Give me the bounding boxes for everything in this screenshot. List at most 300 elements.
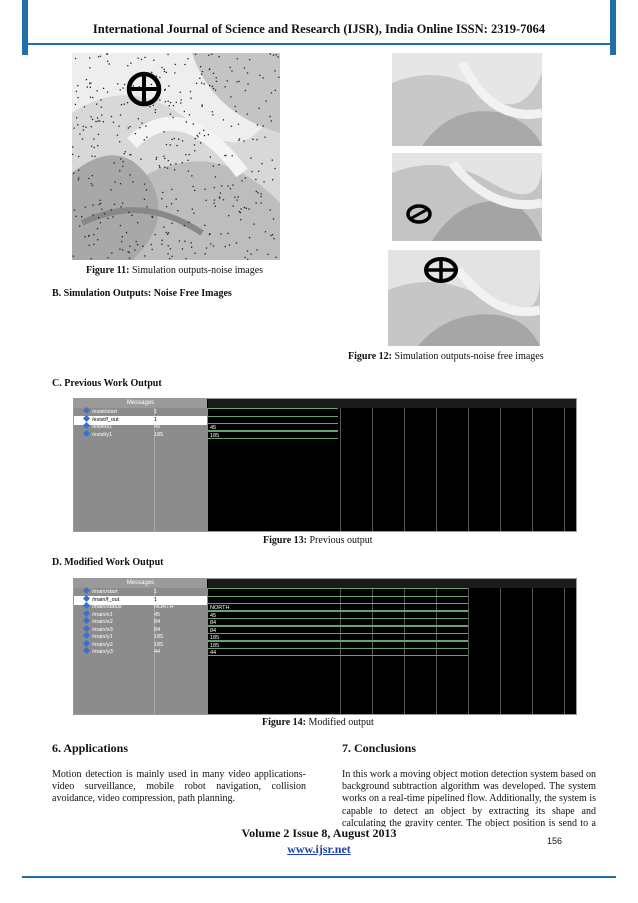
noise-dot [182,248,183,249]
noise-dot [89,57,90,58]
noise-dot [191,247,192,248]
noise-dot [168,85,169,86]
noise-dot [169,105,170,106]
waveform-gridline [468,408,469,531]
noise-dot [78,170,79,171]
noise-dot [227,233,228,234]
noise-dot [270,235,271,236]
noise-dot [251,171,252,172]
signal-name: /main/x2 [92,619,113,625]
noise-dot [171,256,172,257]
noise-dot [156,159,157,160]
noise-dot [136,241,137,242]
noise-dot [163,227,164,228]
noise-dot [170,114,171,115]
signal-value: 84 [154,626,161,633]
noise-dot [267,254,268,255]
noise-dot [73,173,74,174]
noise-dot [103,88,104,89]
noise-dot [236,81,237,82]
noise-dot [181,99,182,100]
noise-dot [162,192,163,193]
noise-dot [213,88,214,89]
noise-dot [75,58,76,59]
signal-waveform: 84 [208,618,468,626]
noise-dot [101,107,102,108]
noise-dot [84,106,85,107]
noise-dot [138,58,139,59]
noise-dot [95,121,96,122]
noise-dot [214,187,215,188]
signal-diamond-icon [83,422,90,429]
journal-header: International Journal of Science and Research (IJSR), India Online ISSN: 2319-7064 [92,22,546,36]
noise-dot [192,209,193,210]
noise-dot [219,164,220,165]
noise-dot [99,120,100,121]
noise-dot [90,97,91,98]
noise-dot [107,257,108,258]
noise-dot [170,164,171,165]
waveform-gridline [436,408,437,531]
noise-dot [203,130,204,131]
noise-dot [271,92,272,93]
noise-dot [223,199,224,200]
noise-dot [155,109,156,110]
noise-dot [97,120,98,121]
waveform-gridline [500,588,501,714]
noise-dot [173,105,174,106]
noise-dot [256,139,257,140]
noise-dot [234,197,235,198]
noise-dot [100,222,101,223]
noise-dot [141,123,142,124]
noise-dot [109,63,110,64]
noise-dot [270,53,271,54]
noise-dot [76,91,77,92]
noise-dot [168,245,169,246]
signal-value: 1 [154,409,158,415]
noise-dot [103,121,104,122]
noise-dot [101,209,102,210]
noise-dot [195,138,196,139]
noise-dot [275,257,276,258]
noise-dot [180,102,181,103]
signal-name: /exist/start [92,409,118,415]
noise-dot [204,135,205,136]
noise-dot [144,255,145,256]
noise-dot [273,55,274,56]
noise-dot [247,259,248,260]
waveform-gridline [340,408,341,531]
noise-dot [237,58,238,59]
noise-dot [195,54,196,55]
noise-dot [110,209,111,210]
signal-waveform: 185 [208,633,468,641]
noise-dot [144,57,145,58]
noise-dot [269,116,270,117]
noise-dot [200,142,201,143]
noise-dot [91,258,92,259]
noise-dot [149,106,150,107]
noise-dot [164,158,165,159]
noise-dot [140,159,141,160]
noise-dot [141,59,142,60]
noise-dot [119,170,120,171]
noise-dot [199,78,200,79]
noise-dot [112,216,113,217]
signal-diamond-icon [83,624,90,631]
noise-dot [194,190,195,191]
noise-dot [77,85,78,86]
noise-dot [156,157,157,158]
noise-dot [201,83,202,84]
noise-dot [172,117,173,118]
footer-volume: Volume 2 Issue 8, August 2013 [241,826,397,840]
noise-dot [201,74,202,75]
noise-dot [93,244,94,245]
noise-dot [240,219,241,220]
noise-dot [197,135,198,136]
noise-dot [166,144,167,145]
noise-dot [159,165,160,166]
noise-dot [230,96,231,97]
noise-dot [119,249,120,250]
noise-dot [128,127,129,128]
noise-dot [129,252,130,253]
noise-dot [215,176,216,177]
noise-dot [72,146,73,147]
noise-dot [134,249,135,250]
figure-14-caption: Figure 14: Modified output [262,717,374,728]
signal-diamond-icon [83,647,90,654]
noise-dot [227,80,228,81]
waveform-area-header [208,579,576,588]
noise-dot [187,58,188,59]
noise-dot [142,246,143,247]
noise-dot [170,102,171,103]
noise-dot [122,249,123,250]
noise-dot [137,244,138,245]
noise-dot [250,158,251,159]
noise-dot [89,67,90,68]
signal-value: 1 [154,416,158,423]
noise-dot [257,249,258,250]
figure-11-image [72,53,280,260]
noise-dot [209,68,210,69]
conclusions-paragraph: In this work a moving object motion detection system based on background subtraction algorithm was developed. The system works on a real-time pipelined flow. Additionally, the system is capable to detect an object by extracting its shape and calculating the gravity center. The object position is send to a [342,769,596,827]
noise-dot [189,154,190,155]
noise-dot [98,217,99,218]
noise-dot [169,258,170,259]
signal-row[interactable] [74,648,207,657]
signal-waveform: 185 [208,641,468,649]
noise-dot [85,127,86,128]
noise-dot [90,116,91,117]
noise-dot [97,239,98,240]
noise-dot [164,90,165,91]
noise-dot [206,200,207,201]
noise-dot [91,155,92,156]
noise-dot [176,199,177,200]
noise-dot [249,209,250,210]
noise-dot [182,162,183,163]
figure-14-waveform [73,578,577,715]
noise-dot [193,213,194,214]
noise-dot [256,191,257,192]
noise-dot [247,251,248,252]
noise-dot [220,193,221,194]
noise-dot [174,72,175,73]
noise-dot [174,138,175,139]
noise-dot [107,54,108,55]
noise-dot [196,83,197,84]
signal-row[interactable] [74,431,207,440]
noise-dot [244,257,245,258]
signal-name: /main/x1 [92,611,113,618]
section-c-heading: C. Previous Work Output [52,378,162,389]
signal-diamond-icon [83,639,90,646]
noise-dot [93,214,94,215]
noise-dot [166,232,167,233]
signal-name: /main/y1 [92,634,113,640]
noise-dot [92,175,93,176]
noise-dot [272,160,273,161]
noise-dot [261,163,262,164]
noise-dot [159,100,160,101]
noise-dot [144,184,145,185]
noise-dot [236,242,237,243]
noise-dot [107,218,108,219]
noise-dot [126,232,127,233]
noise-dot [263,181,264,182]
section-d-heading: D. Modified Work Output [52,557,164,568]
noise-dot [165,101,166,102]
noise-dot [127,102,128,103]
signal-value: 45 [154,424,161,430]
noise-dot [97,145,98,146]
noise-dot [153,60,154,61]
noise-dot [187,160,188,161]
noise-dot [124,84,125,85]
signal-name: /main/y2 [92,641,113,648]
noise-dot [111,116,112,117]
noise-dot [177,145,178,146]
noise-dot [233,205,234,206]
noise-dot [94,156,95,157]
noise-dot [238,196,239,197]
noise-dot [185,154,186,155]
signal-name: /main/x3 [92,626,113,633]
noise-dot [120,206,121,207]
noise-dot [96,104,97,105]
footer-rule [22,876,616,878]
figure-13-waveform [73,398,577,532]
noise-dot [205,253,206,254]
messages-header: Messages [74,579,207,588]
noise-dot [273,218,274,219]
waveform-gridline [564,588,565,714]
noise-dot [98,134,99,135]
noise-dot [230,188,231,189]
figure-12-image-bottom [388,250,540,346]
figure-11-caption: Figure 11: Simulation outputs-noise images [86,265,264,276]
noise-dot [202,71,203,72]
noise-dot [110,189,111,190]
signal-name: /exist/y1 [92,431,113,438]
noise-dot [162,240,163,241]
waveform-gridline [468,588,469,714]
noise-dot [212,86,213,87]
noise-dot [213,166,214,167]
signal-diamond-icon [83,587,90,594]
noise-dot [259,75,260,76]
noise-dot [204,225,205,226]
noise-dot [117,135,118,136]
noise-dot [124,153,125,154]
signal-diamond-icon [83,407,90,414]
noise-dot [179,240,180,241]
signal-diamond-icon [83,617,90,624]
noise-dot [199,133,200,134]
noise-dot [77,124,78,125]
signal-diamond-icon [83,414,90,421]
signal-waveform: 45 [208,423,338,431]
noise-dot [276,54,277,55]
noise-dot [78,177,79,178]
noise-dot [83,126,84,127]
noise-dot [129,154,130,155]
noise-dot [236,111,237,112]
noise-dot [120,158,121,159]
noise-dot [194,253,195,254]
noise-dot [224,86,225,87]
noise-dot [92,205,93,206]
noise-dot [194,150,195,151]
noise-dot [190,98,191,99]
noise-dot [159,167,160,168]
noise-dot [164,69,165,70]
noise-dot [247,83,248,84]
noise-dot [167,168,168,169]
noise-dot [100,56,101,57]
noise-dot [274,168,275,169]
noise-dot [82,138,83,139]
noise-dot [191,175,192,176]
applications-paragraph: Motion detection is mainly used in many video applications-video surveillance, mobile robot navigation, collision avoidance, video compression, path planning. [52,769,306,805]
noise-dot [88,178,89,179]
noise-dot [182,140,183,141]
noise-dot [127,65,128,66]
noise-dot [260,196,261,197]
noise-dot [76,117,77,118]
noise-dot [123,161,124,162]
noise-dot [91,146,92,147]
noise-dot [100,99,101,100]
noise-dot [167,253,168,254]
noise-dot [120,114,121,115]
noise-dot [114,181,115,182]
noise-dot [89,83,90,84]
noise-dot [225,155,226,156]
noise-dot [210,243,211,244]
noise-dot [146,189,147,190]
noise-dot [139,127,140,128]
noise-dot [263,77,264,78]
figure-12-caption: Figure 12: Simulation outputs-noise free images [348,351,544,362]
noise-dot [151,72,152,73]
noise-dot [177,210,178,211]
signal-value: 185 [154,634,164,640]
noise-dot [90,87,91,88]
noise-dot [261,193,262,194]
noise-dot [111,252,112,253]
footer-url[interactable]: www.ijsr.net [287,842,351,856]
noise-dot [175,163,176,164]
noise-dot [74,128,75,129]
signal-value: 1 [154,589,158,595]
noise-dot [130,63,131,64]
noise-dot [241,208,242,209]
signal-diamond-icon [83,602,90,609]
noise-dot [121,104,122,105]
noise-dot [78,179,79,180]
noise-dot [273,238,274,239]
noise-dot [216,77,217,78]
noise-dot [92,119,93,120]
noise-dot [166,206,167,207]
noise-dot [159,77,160,78]
noise-dot [202,104,203,105]
noise-dot [197,136,198,137]
noise-dot [205,189,206,190]
noise-dot [231,70,232,71]
noise-dot [272,179,273,180]
noise-dot [213,73,214,74]
noise-dot [180,92,181,93]
noise-dot [166,72,167,73]
noise-dot [184,241,185,242]
noise-dot [256,202,257,203]
noise-dot [72,154,73,155]
noise-dot [151,84,152,85]
noise-dot [238,124,239,125]
noise-dot [204,83,205,84]
signal-name: /main/y3 [92,649,113,655]
noise-dot [123,87,124,88]
noise-dot [133,85,134,86]
noise-dot [209,234,210,235]
noise-dot [117,83,118,84]
noise-dot [76,216,77,217]
noise-dot [92,185,93,186]
noise-dot [275,90,276,91]
noise-dot [171,203,172,204]
noise-dot [163,156,164,157]
noise-dot [91,183,92,184]
noise-dot [184,111,185,112]
noise-dot [168,232,169,233]
noise-dot [137,222,138,223]
noise-dot [167,234,168,235]
noise-dot [113,122,114,123]
noise-dot [254,224,255,225]
noise-dot [94,147,95,148]
noise-dot [191,242,192,243]
noise-dot [78,97,79,98]
signal-name: /main/start [92,589,118,595]
noise-dot [194,144,195,145]
noise-dot [131,215,132,216]
